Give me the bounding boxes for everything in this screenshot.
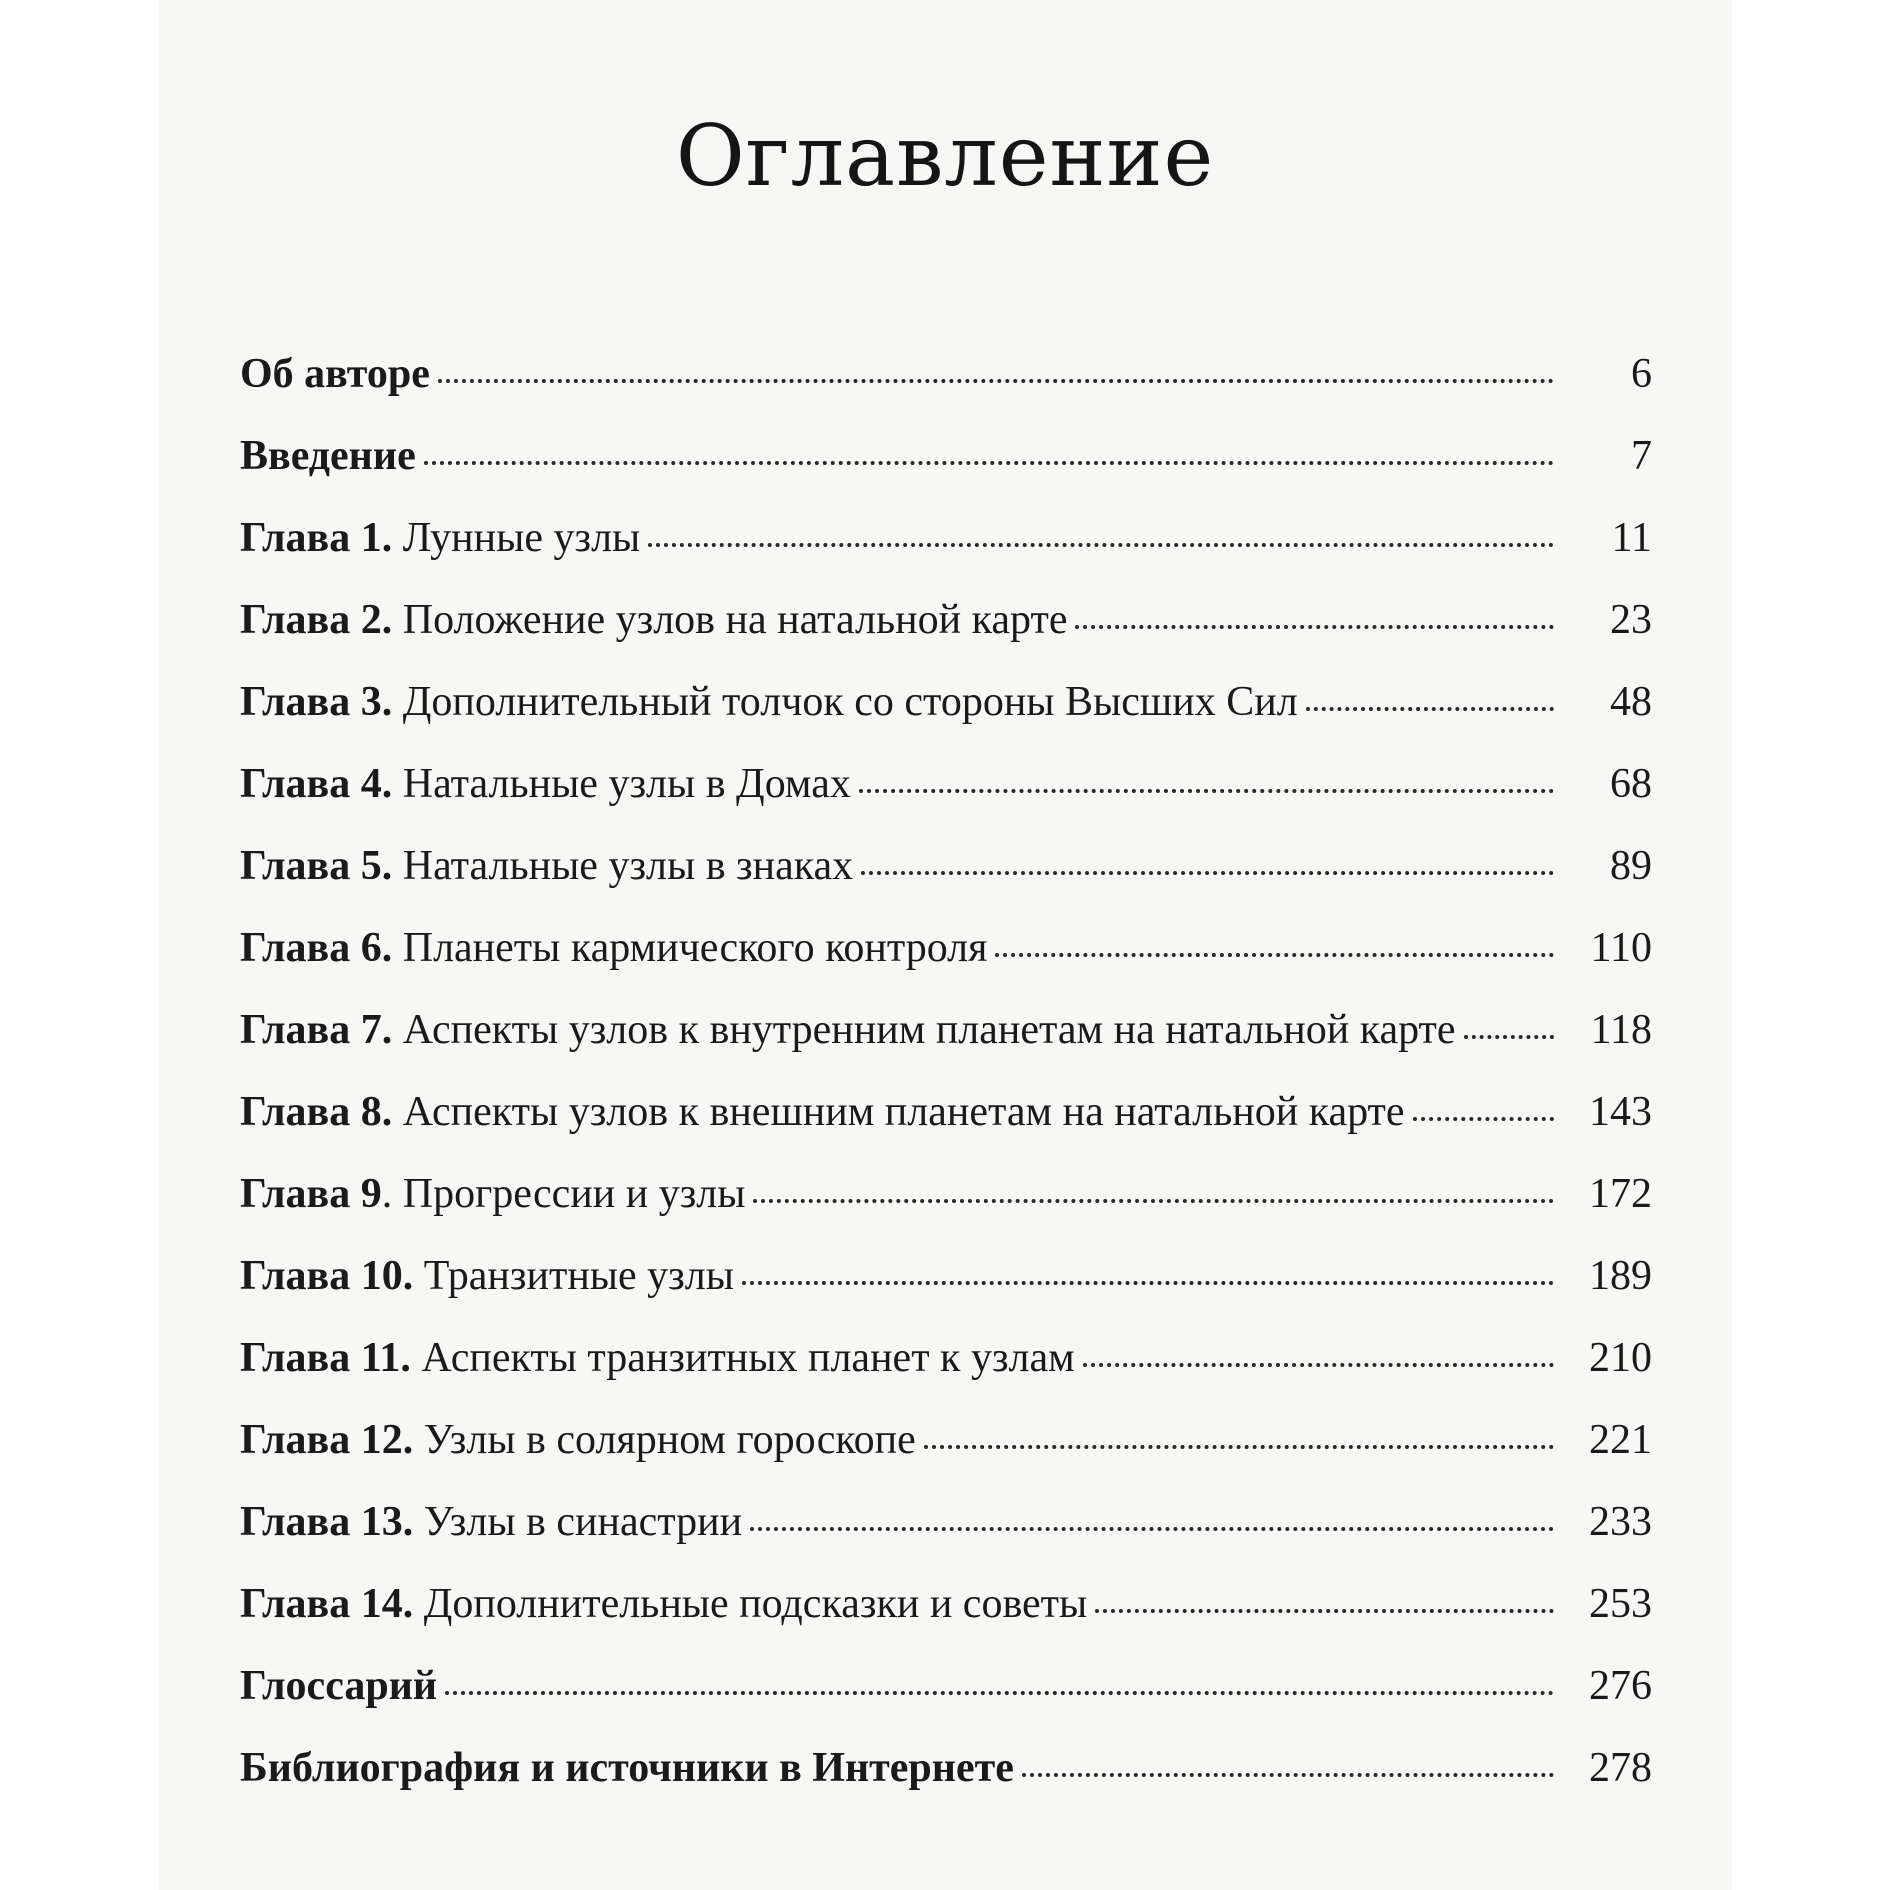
page-title: Оглавление [675, 107, 1215, 206]
toc-entry [240, 1416, 1652, 1498]
toc-entry [240, 1498, 1652, 1580]
toc-entry-heading: Глава 9 [240, 1171, 382, 1217]
toc-entry-heading: Глава 12. [240, 1417, 414, 1463]
toc-entry-title: Транзитные узлы [413, 1253, 734, 1299]
toc-entry-page: 221 [1589, 1417, 1652, 1463]
toc-entry-title: Планеты кармического контроля [392, 925, 988, 971]
toc-entry [240, 514, 1652, 596]
dot-leader [648, 543, 1554, 547]
dot-leader [861, 871, 1554, 875]
toc-entry-label [240, 760, 851, 808]
dot-leader [742, 1281, 1554, 1285]
toc-entry-label [240, 596, 1067, 644]
toc-entry-heading: Глоссарий [240, 1663, 438, 1709]
toc-entry-heading: Глава 1. [240, 515, 393, 561]
toc-entry-page: 6 [1631, 351, 1652, 397]
toc-entry [240, 432, 1652, 514]
toc-entry-page: 11 [1611, 515, 1652, 561]
dot-leader [1083, 1363, 1554, 1367]
dot-leader [1022, 1773, 1554, 1777]
toc-entry-heading: Глава 10. [240, 1253, 414, 1299]
toc-entry-title: Дополнительный толчок со стороны Высших Сил [392, 679, 1298, 725]
toc-entry-page: 210 [1589, 1335, 1652, 1381]
toc-entry-heading: Глава 4. [240, 761, 393, 807]
toc-entry [240, 924, 1652, 1006]
toc-entry [240, 596, 1652, 678]
toc-entry-label [240, 1580, 1087, 1628]
toc-entry [240, 760, 1652, 842]
toc-entry [240, 1088, 1652, 1170]
toc-entry-label [240, 1416, 916, 1464]
toc-entry-heading: Глава 5. [240, 843, 393, 889]
toc-entry-title: Узлы в синастрии [413, 1499, 743, 1545]
toc-entry-page: 278 [1589, 1745, 1652, 1791]
toc-entry [240, 1744, 1652, 1826]
dot-leader [924, 1445, 1554, 1449]
table-of-contents [240, 350, 1652, 1826]
toc-entry-page: 172 [1589, 1171, 1652, 1217]
dot-leader [424, 461, 1554, 465]
dot-leader [1413, 1117, 1554, 1121]
dot-leader [753, 1199, 1554, 1203]
toc-entry-title: Аспекты узлов к внутренним планетам на натальной карте [392, 1007, 1456, 1053]
toc-entry-label [240, 1088, 1405, 1136]
toc-entry-heading: Глава 7. [240, 1007, 393, 1053]
toc-entry-heading: Введение [240, 433, 416, 479]
toc-entry-page: 118 [1590, 1007, 1652, 1053]
toc-entry-label [240, 842, 853, 890]
toc-entry [240, 1662, 1652, 1744]
toc-entry [240, 1170, 1652, 1252]
toc-entry [240, 1334, 1652, 1416]
toc-entry-page: 233 [1589, 1499, 1652, 1545]
toc-entry-title: Натальные узлы в знаках [392, 843, 854, 889]
dot-leader [1075, 625, 1554, 629]
toc-entry-label [240, 924, 987, 972]
dot-leader [445, 1691, 1554, 1695]
toc-entry [240, 1580, 1652, 1662]
toc-entry-label [240, 1252, 734, 1300]
toc-entry-page: 189 [1589, 1253, 1652, 1299]
toc-entry-page: 68 [1610, 761, 1652, 807]
toc-entry-heading: Глава 3. [240, 679, 393, 725]
dot-leader [859, 789, 1554, 793]
toc-entry-label [240, 1006, 1456, 1054]
toc-entry [240, 678, 1652, 760]
toc-entry-title: . Прогрессии и узлы [381, 1171, 746, 1217]
toc-entry-title: Натальные узлы в Домах [392, 761, 851, 807]
dot-leader [750, 1527, 1554, 1531]
toc-entry-label [240, 514, 640, 562]
toc-entry-title: Аспекты транзитных планет к узлам [410, 1335, 1075, 1381]
dot-leader [1306, 707, 1554, 711]
toc-entry [240, 1006, 1652, 1088]
toc-entry-page: 276 [1589, 1663, 1652, 1709]
toc-entry-title: Дополнительные подсказки и советы [413, 1581, 1088, 1627]
toc-entry-label [240, 1744, 1014, 1792]
toc-entry-heading: Глава 11. [240, 1335, 411, 1381]
toc-entry-label [240, 350, 430, 398]
dot-leader [1095, 1609, 1554, 1613]
toc-entry-label [240, 1170, 745, 1218]
toc-entry-label [240, 1662, 437, 1710]
toc-entry-label [240, 1334, 1075, 1382]
dot-leader [995, 953, 1554, 957]
dot-leader [1464, 1035, 1554, 1039]
toc-entry-heading: Глава 14. [240, 1581, 414, 1627]
dot-leader [438, 379, 1554, 383]
toc-entry-page: 7 [1631, 433, 1652, 479]
toc-entry-label [240, 1498, 742, 1546]
toc-entry-heading: Библиография и источники в Интернете [240, 1745, 1014, 1791]
toc-entry [240, 1252, 1652, 1334]
toc-entry-title: Узлы в солярном гороскопе [413, 1417, 916, 1463]
toc-entry-title: Положение узлов на натальной карте [392, 597, 1068, 643]
toc-entry-heading: Глава 8. [240, 1089, 393, 1135]
toc-entry-heading: Глава 13. [240, 1499, 414, 1545]
toc-entry-page: 48 [1610, 679, 1652, 725]
book-page [158, 0, 1732, 1890]
toc-entry-page: 143 [1589, 1089, 1652, 1135]
toc-entry [240, 350, 1652, 432]
toc-entry-page: 110 [1590, 925, 1652, 971]
toc-entry-heading: Глава 2. [240, 597, 393, 643]
toc-entry-heading: Глава 6. [240, 925, 393, 971]
toc-entry-title: Лунные узлы [392, 515, 641, 561]
toc-entry-page: 89 [1610, 843, 1652, 889]
toc-entry-page: 253 [1589, 1581, 1652, 1627]
toc-entry-title: Аспекты узлов к внешним планетам на натальной карте [392, 1089, 1405, 1135]
toc-entry [240, 842, 1652, 924]
toc-entry-label [240, 678, 1298, 726]
toc-entry-heading: Об авторе [240, 351, 430, 397]
toc-entry-page: 23 [1610, 597, 1652, 643]
toc-entry-label [240, 432, 416, 480]
